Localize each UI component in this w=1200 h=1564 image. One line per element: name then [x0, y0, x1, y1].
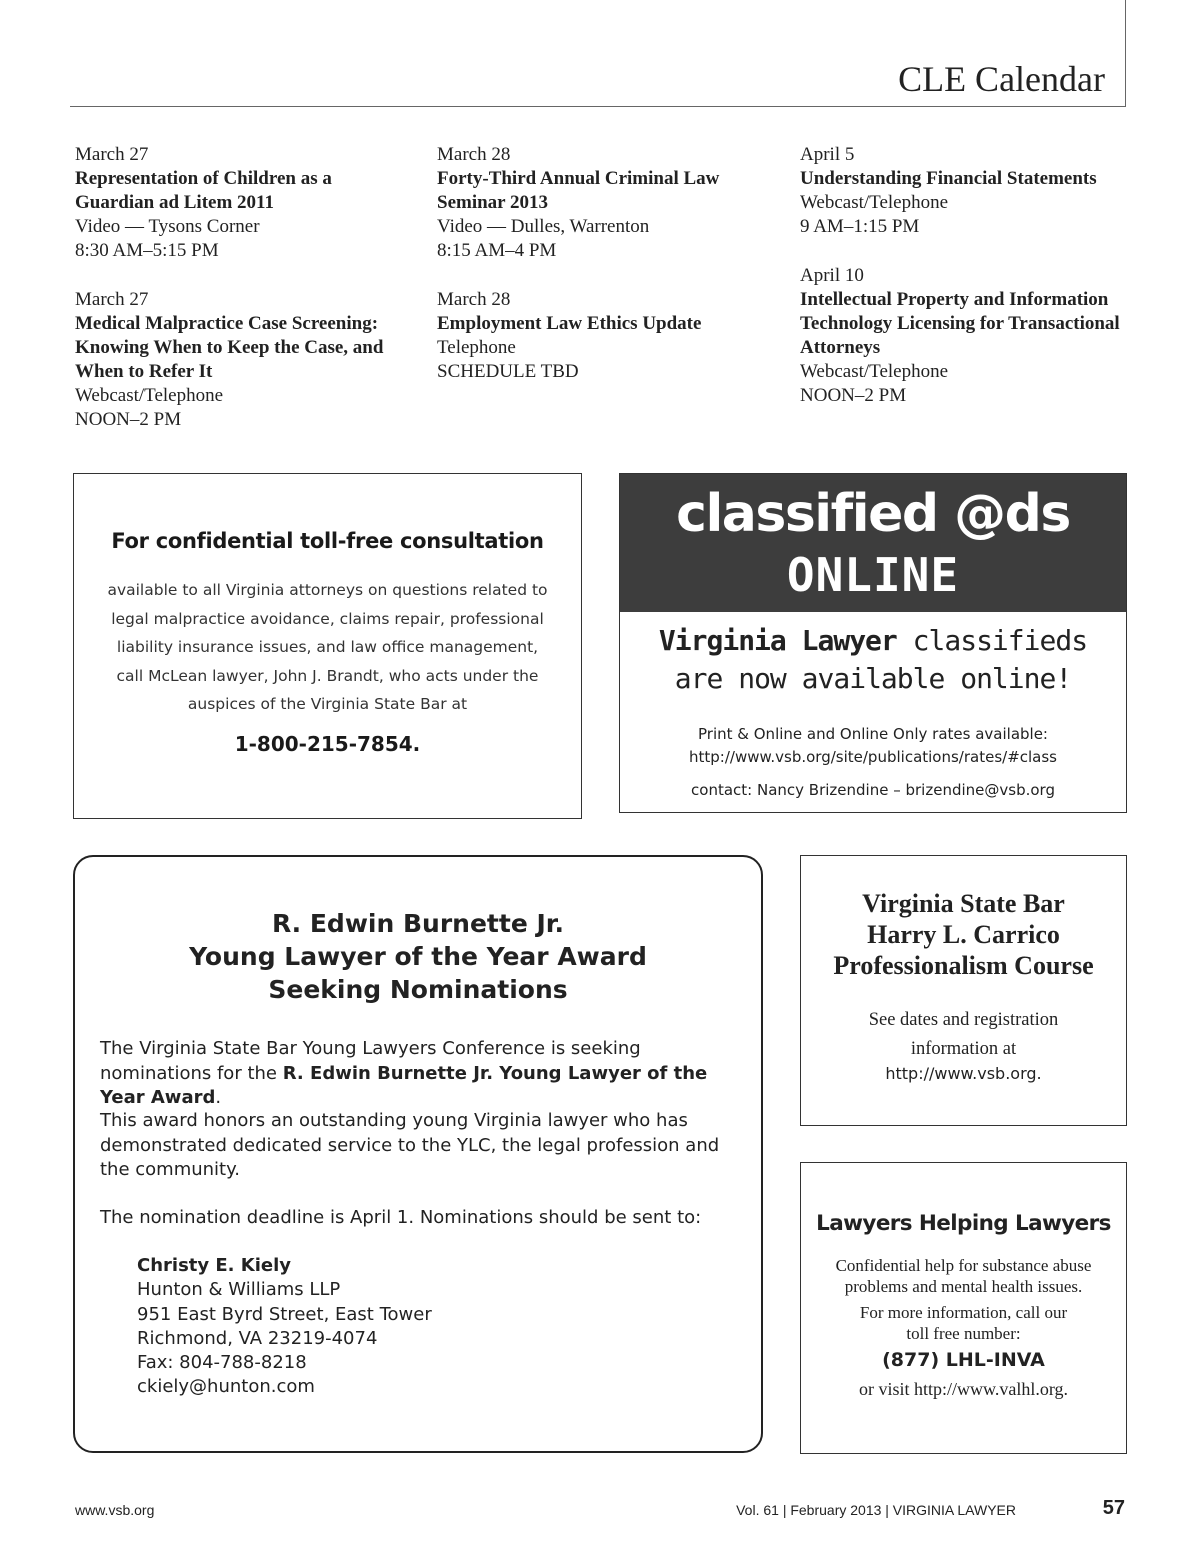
event-title: Intellectual Property and Information — [800, 289, 1109, 310]
event-time: NOON–2 PM — [800, 385, 907, 406]
event-title: Employment Law Ethics Update — [437, 313, 702, 334]
event-time: 9 AM–1:15 PM — [800, 216, 920, 237]
award-address-block — [137, 1254, 432, 1400]
event-date: March 28 — [437, 289, 511, 310]
event-date: April 5 — [800, 144, 855, 165]
award-paragraph-1 — [100, 1037, 750, 1111]
event-location: Video — Tysons Corner — [75, 216, 260, 237]
event-date: April 10 — [800, 265, 864, 286]
consultation-heading: For confidential toll-free consultation — [111, 529, 544, 553]
event-date: March 27 — [75, 289, 149, 310]
course-title-line: Harry L. Carrico — [867, 920, 1060, 949]
contact-email-link[interactable]: ckiely@hunton.com — [137, 1376, 315, 1398]
event-time: NOON–2 PM — [75, 409, 182, 430]
event-location: Video — Dulles, Warrenton — [437, 216, 650, 237]
event-title: Knowing When to Keep the Case, and — [75, 337, 384, 358]
classifieds-headline — [620, 624, 1126, 657]
lhl-visit-link[interactable]: or visit http://www.valhl.org. — [859, 1379, 1068, 1399]
classifieds-ad — [619, 473, 1127, 813]
event-time: 8:15 AM–4 PM — [437, 240, 557, 261]
event-location: Webcast/Telephone — [800, 192, 949, 213]
page-number: 57 — [1102, 1497, 1125, 1519]
consultation-ad — [73, 473, 582, 819]
lhl-line: For more information, call our — [859, 1303, 1068, 1322]
event-location: Webcast/Telephone — [75, 385, 224, 406]
event-item — [437, 143, 719, 263]
award-title-line: R. Edwin Burnette Jr. — [271, 909, 565, 938]
course-body-line: information at — [910, 1038, 1017, 1059]
lhl-line: toll free number: — [906, 1324, 1021, 1343]
course-title — [801, 888, 1126, 981]
classifieds-online-label: ONLINE — [786, 548, 960, 602]
event-title: Medical Malpractice Case Screening: — [75, 313, 379, 334]
event-title: Forty-Third Annual Criminal Law — [437, 168, 720, 189]
classifieds-title: classified @ds — [676, 484, 1070, 544]
classifieds-banner — [620, 474, 1126, 612]
contact-name: Christy E. Kiely — [137, 1255, 292, 1276]
award-title-line: Young Lawyer of the Year Award — [189, 942, 647, 971]
contact-city: Richmond, VA 23219-4074 — [137, 1327, 378, 1349]
classifieds-headline-rest: classifieds — [896, 624, 1088, 657]
contact-fax: Fax: 804-788-8218 — [137, 1352, 307, 1374]
event-item — [800, 143, 1097, 239]
event-title: When to Refer It — [75, 361, 213, 382]
professionalism-course-ad — [800, 855, 1127, 1126]
footer-website[interactable]: www.vsb.org — [75, 1502, 155, 1518]
course-title-line: Virginia State Bar — [862, 889, 1065, 918]
lhl-line: problems and mental health issues. — [844, 1277, 1083, 1296]
lhl-line: Confidential help for substance abuse — [835, 1256, 1092, 1275]
award-paragraph-3: The nomination deadline is April 1. Nominations should be sent to: — [100, 1207, 702, 1228]
event-item — [75, 288, 383, 432]
event-item — [75, 143, 332, 263]
header-vertical-rule — [1125, 0, 1126, 107]
award-title — [75, 907, 761, 1006]
award-paragraph-2: This award honors an outstanding young Virginia lawyer who has demonstrated dedicated service to the YLC, the legal profession and the community. — [100, 1110, 720, 1180]
event-item — [800, 264, 1120, 408]
course-body-line: See dates and registration — [868, 1010, 1059, 1030]
award-p1-bold: R. Edwin Burnette Jr. Young Lawyer of the Year Award — [100, 1062, 708, 1108]
event-item — [437, 288, 701, 384]
classifieds-rates: Print & Online and Online Only rates available: — [698, 725, 1048, 743]
lhl-phone: (877) LHL-INVA — [882, 1349, 1045, 1371]
event-title: Understanding Financial Statements — [800, 168, 1097, 189]
award-title-line: Seeking Nominations — [268, 975, 568, 1004]
event-title: Technology Licensing for Transactional — [800, 313, 1120, 334]
lawyers-helping-lawyers-ad — [800, 1162, 1127, 1454]
contact-firm: Hunton & Williams LLP — [137, 1279, 341, 1301]
header-rule — [70, 106, 1126, 107]
contact-street: 951 East Byrd Street, East Tower — [137, 1303, 432, 1325]
award-nominations-box — [73, 855, 763, 1453]
course-url-link[interactable]: http://www.vsb.org. — [885, 1064, 1042, 1083]
consultation-phone: 1-800-215-7854. — [234, 732, 421, 756]
footer-volume-info: Vol. 61 | February 2013 | VIRGINIA LAWYER — [736, 1502, 1016, 1518]
course-body — [801, 1006, 1126, 1063]
event-date: March 27 — [75, 144, 149, 165]
event-date: March 28 — [437, 144, 511, 165]
lhl-title: Lawyers Helping Lawyers — [816, 1211, 1111, 1236]
classifieds-url-link[interactable]: http://www.vsb.org/site/publications/rates/#class — [689, 748, 1057, 766]
award-p1-end: . — [215, 1087, 222, 1108]
event-title: Representation of Children as a — [75, 168, 332, 189]
event-location: Webcast/Telephone — [800, 361, 949, 382]
classifieds-headline-line2: are now available online! — [674, 662, 1072, 695]
classifieds-headline-bold: Virginia Lawyer — [658, 624, 897, 657]
event-title: Guardian ad Litem 2011 — [75, 192, 274, 213]
page-section-title: CLE Calendar — [898, 59, 1105, 99]
course-title-line: Professionalism Course — [833, 951, 1094, 980]
consultation-body: available to all Virginia attorneys on questions related to legal malpractice avoidance, claims repair, professional liability insurance issues, and law office management, call McLean lawyer, John J. Brandt, who acts under the auspices of the Virginia State Bar at — [107, 581, 548, 713]
award-p1-start: The Virginia State Bar Young Lawyers Conference is seeking nominations for the — [100, 1038, 641, 1084]
classifieds-contact: contact: Nancy Brizendine – brizendine@vsb.org — [691, 781, 1055, 799]
event-title: Attorneys — [800, 337, 881, 358]
event-location: Telephone — [437, 337, 516, 358]
event-time: 8:30 AM–5:15 PM — [75, 240, 219, 261]
event-title: Seminar 2013 — [437, 192, 549, 213]
event-time: SCHEDULE TBD — [437, 361, 579, 382]
